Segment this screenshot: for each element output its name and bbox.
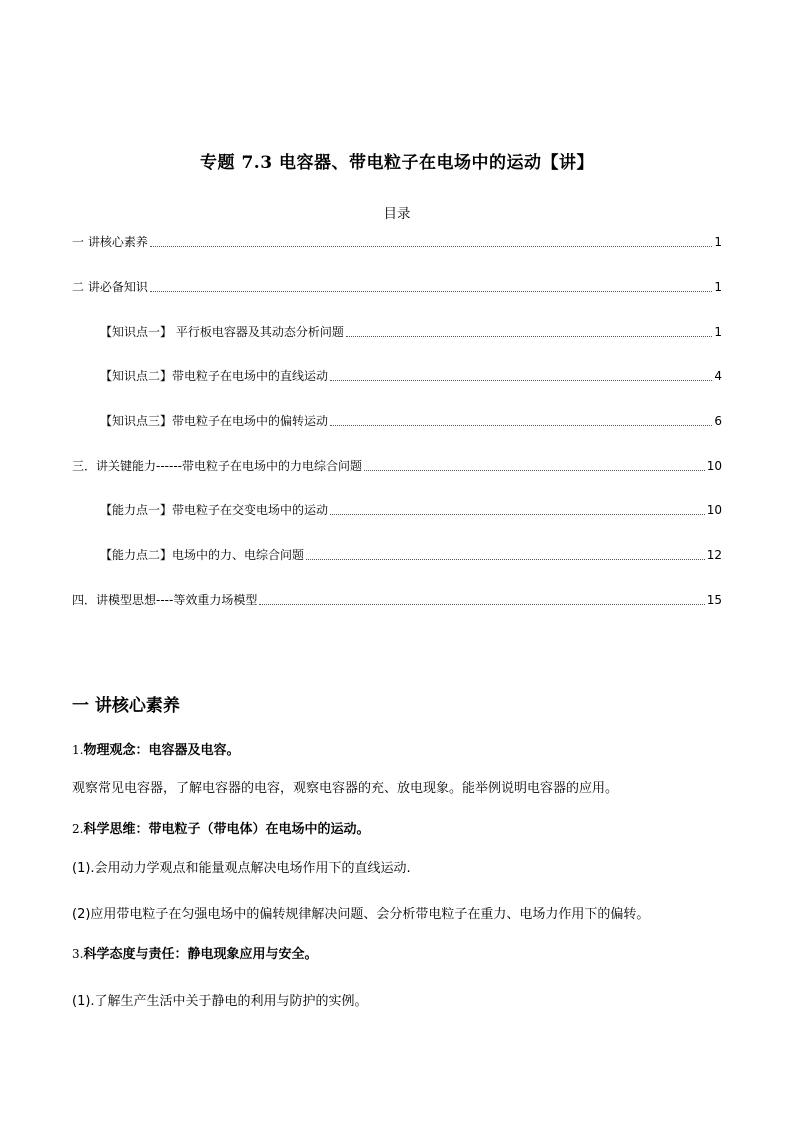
item-2-sub-2: (2)应用带电粒子在匀强电场中的偏转规律解决问题、会分析带电粒子在重力、电场力作用下的偏转。	[72, 907, 650, 922]
toc-leader	[330, 421, 712, 426]
toc-entry-page: 1	[714, 235, 722, 249]
toc-leader	[150, 242, 713, 247]
toc-leader	[259, 600, 704, 605]
item-title: 物理观念：电容器及电容。	[83, 743, 240, 758]
toc-entry-page: 6	[714, 414, 722, 428]
toc-entry-label: 【知识点一】 平行板电容器及其动态分析问题	[100, 325, 344, 339]
toc-entry[interactable]	[72, 277, 722, 295]
toc-entry-label: 三．讲关键能力------带电粒子在电场中的力电综合问题	[72, 459, 362, 473]
toc-entry-label: 【知识点二】带电粒子在电场中的直线运动	[100, 369, 329, 383]
toc-leader	[330, 510, 705, 515]
toc-entry[interactable]	[100, 545, 722, 563]
item-3-heading	[72, 943, 317, 962]
toc-entry-page: 4	[714, 369, 722, 383]
item-title: 科学思维：带电粒子（带电体）在电场中的运动。	[83, 822, 370, 837]
toc-entry-label: 【能力点一】带电粒子在交变电场中的运动	[100, 503, 329, 517]
item-number: 2.	[72, 822, 84, 836]
item-2-heading	[72, 818, 369, 837]
toc-entry-page: 12	[706, 548, 722, 562]
toc-leader	[346, 332, 713, 337]
toc-entry[interactable]	[100, 411, 722, 429]
toc-entry-page: 10	[706, 503, 722, 517]
toc-leader	[330, 376, 712, 381]
toc-entry-label: 一 讲核心素养	[72, 235, 148, 249]
toc-entry[interactable]	[72, 590, 722, 608]
item-number: 3.	[72, 947, 84, 961]
toc-entry[interactable]	[100, 322, 722, 340]
item-3-sub-1: (1).了解生产生活中关于静电的利用与防护的实例。	[72, 994, 368, 1009]
toc-entry[interactable]	[72, 232, 722, 250]
toc-entry-page: 15	[706, 593, 722, 607]
toc-entry-label: 【知识点三】带电粒子在电场中的偏转运动	[100, 414, 329, 428]
item-2-sub-1: (1).会用动力学观点和能量观点解决电场作用下的直线运动.	[72, 861, 411, 876]
toc-leader	[150, 287, 713, 292]
toc-leader	[364, 466, 705, 471]
toc-entry[interactable]	[72, 456, 722, 474]
toc-entry-label: 四．讲模型思想----等效重力场模型	[72, 593, 258, 607]
toc-heading: 目录	[383, 206, 411, 222]
section-heading: 一 讲核心素养	[72, 696, 180, 716]
toc-entry-page: 10	[706, 459, 722, 473]
toc-entry[interactable]	[100, 500, 722, 518]
toc-entry-label: 【能力点二】电场中的力、电综合问题	[100, 548, 305, 562]
toc-entry-label: 二 讲必备知识	[72, 280, 148, 294]
item-title: 科学态度与责任：静电现象应用与安全。	[83, 947, 318, 962]
item-1-text: 观察常见电容器，了解电容器的电容，观察电容器的充、放电现象。能举例说明电容器的应用。	[72, 781, 619, 796]
item-number: 1.	[72, 743, 84, 757]
document-title: 专题 7.3 电容器、带电粒子在电场中的运动【讲】	[200, 153, 594, 173]
toc-entry[interactable]	[100, 366, 722, 384]
toc-entry-page: 1	[714, 325, 722, 339]
toc-entry-page: 1	[714, 280, 722, 294]
toc-leader	[306, 555, 705, 560]
item-1-heading	[72, 739, 239, 758]
